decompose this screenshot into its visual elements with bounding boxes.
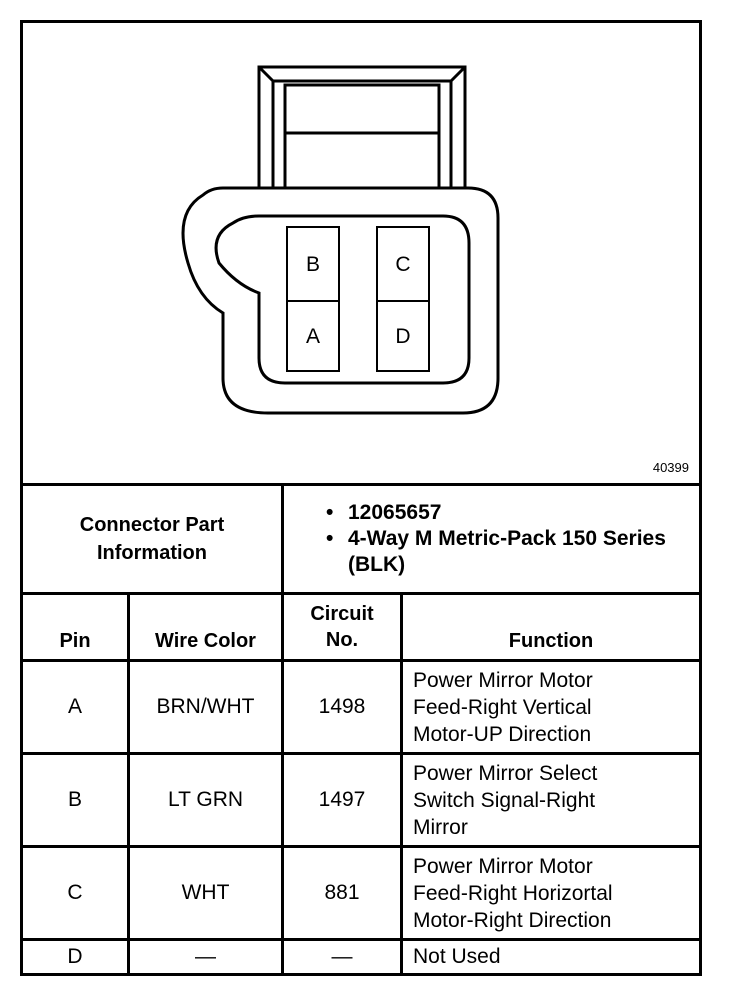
row-b-circuit-no: 1497 — [318, 788, 366, 811]
header-pin: Pin — [59, 630, 91, 652]
row-a-function-line-2: Feed-Right Vertical — [413, 695, 592, 719]
row-a-pin: A — [67, 695, 82, 718]
figure-reference-number: 40399 — [652, 460, 689, 475]
header-circuit-no-text: Circuit No. — [310, 603, 374, 651]
row-a-function-line-3: Motor-UP Direction — [413, 722, 592, 746]
row-a-function — [413, 662, 699, 752]
row-b-pin: B — [67, 788, 82, 811]
row-d-wire-color: — — [195, 945, 216, 968]
row-d-circuit-no: — — [331, 945, 353, 968]
row-b-function-line-3: Mirror — [413, 815, 468, 839]
row-a-wire-color: BRN/WHT — [156, 695, 255, 718]
row-c-circuit-no: 881 — [324, 881, 360, 904]
connector-face-drawing — [23, 23, 699, 483]
row-a-circuit-no: 1498 — [318, 695, 366, 718]
connector-body — [183, 188, 498, 413]
cavity-label-a: A — [305, 325, 321, 348]
row-b-function-line-2: Switch Signal-Right — [413, 788, 596, 812]
row-c-function — [413, 848, 699, 938]
row-c-function-line-2: Feed-Right Horizortal — [413, 881, 613, 905]
row-b-function — [413, 755, 699, 845]
cavity-label-b: B — [305, 253, 321, 276]
cavity-housing — [216, 216, 469, 383]
row-d-pin: D — [67, 945, 83, 968]
row-a-function-line-1: Power Mirror Motor — [413, 668, 593, 692]
connector-sheet — [20, 20, 702, 976]
row-b-wire-color: LT GRN — [167, 788, 244, 811]
connector-diagram — [23, 23, 699, 486]
connector-info-label-text: Connector Part Information — [79, 514, 225, 564]
connector-part-description: • 4-Way M Metric-Pack 150 Series (BLK) — [326, 526, 668, 578]
row-c-wire-color: WHT — [181, 881, 230, 904]
row-b-function-line-1: Power Mirror Select — [413, 761, 598, 785]
row-d-function: Not Used — [413, 945, 501, 968]
row-c-function-line-3: Motor-Right Direction — [413, 908, 612, 932]
connector-part-number: • 12065657 — [326, 500, 668, 526]
row-c-pin: C — [67, 881, 83, 904]
connector-part-list — [326, 500, 668, 578]
header-circuit-no — [284, 595, 400, 659]
connector-info-values — [284, 486, 699, 592]
cavity-label-c: C — [395, 253, 411, 276]
row-c-function-line-1: Power Mirror Motor — [413, 854, 593, 878]
cavity-label-d: D — [395, 325, 411, 348]
connector-info-label — [23, 486, 281, 592]
header-function: Function — [508, 630, 594, 652]
header-wire-color: Wire Color — [155, 630, 256, 652]
